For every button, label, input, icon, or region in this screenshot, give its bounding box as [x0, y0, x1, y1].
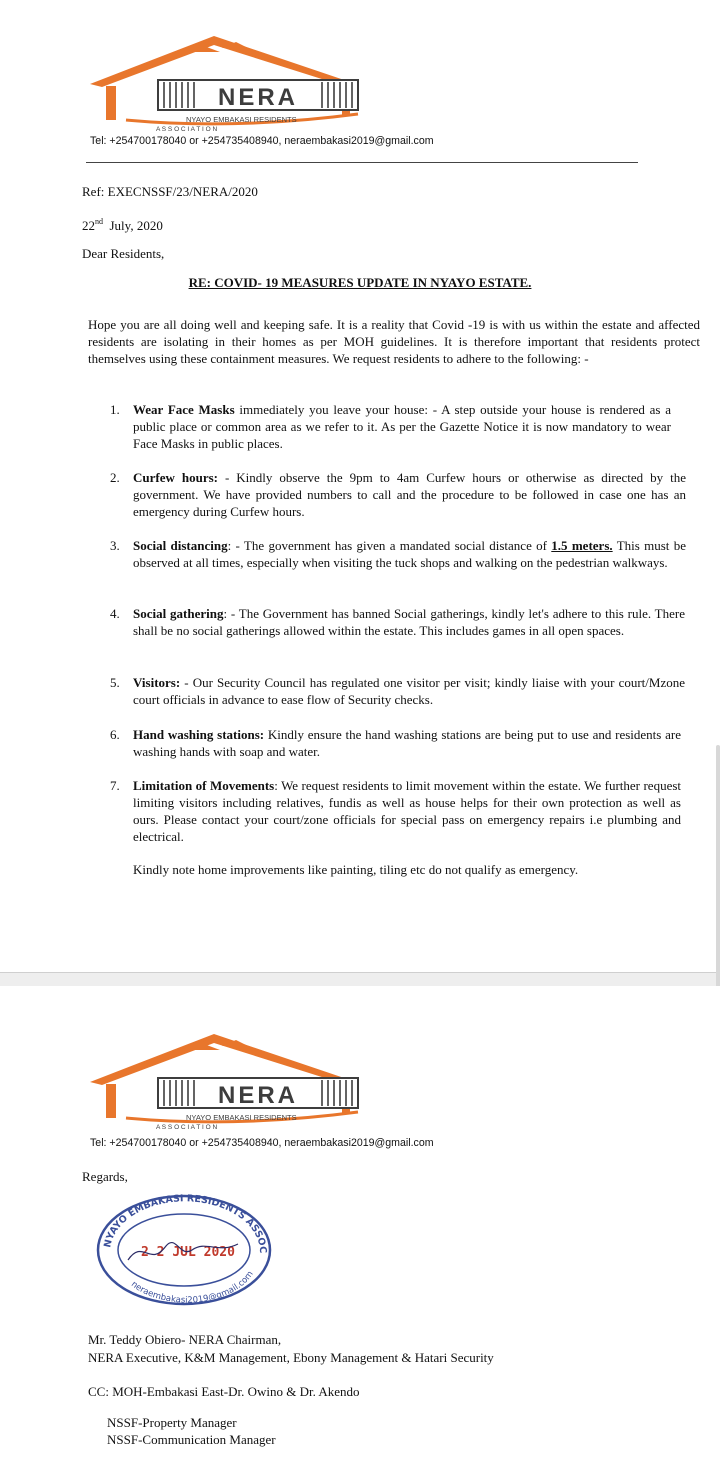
list-item-hand-washing: Hand washing stations: Kindly ensure the hand washing stations are being put to use and residents are washing hands with soap and water.	[133, 727, 681, 759]
svg-text:NYAYO EMBAKASI RESIDENTS: NYAYO EMBAKASI RESIDENTS	[186, 1113, 297, 1122]
list-item-social-gathering: Social gathering: - The Government has banned Social gatherings, kindly let's adhere to this rule. There shall be no social gatherings allowed within the estate. This includes games in all open spaces.	[133, 606, 685, 638]
header-divider	[86, 162, 638, 163]
cc-line: CC: MOH-Embakasi East-Dr. Owino & Dr. Akendo	[88, 1384, 360, 1399]
list-item-visitors: Visitors: - Our Security Council has regulated one visitor per visit; kindly liaise with your court/Mzone court officials in advance to ease flow of Security checks.	[133, 675, 685, 707]
letterhead-contact: Tel: +254700178040 or +254735408940, neraembakasi2019@gmail.com	[90, 1137, 434, 1149]
subject-line: RE: COVID- 19 MEASURES UPDATE IN NYAYO ESTATE.	[188, 275, 532, 290]
svg-text:NYAYO EMBAKASI RESIDENTS ASSOC: NYAYO EMBAKASI RESIDENTS ASSOC	[102, 1193, 269, 1254]
svg-text:NERA: NERA	[217, 84, 299, 111]
list-item-face-masks: Wear Face Masks immediately you leave your house: - A step outside your house is rendered as a public place or common area as we refer to it. As per the Gazette Notice it is now mandatory to wear Face Masks in public places.	[133, 402, 671, 451]
association-stamp	[88, 1188, 278, 1308]
svg-text:A S S O C I A T I O N: A S S O C I A T I O N	[156, 1124, 218, 1131]
item-number: 4.	[110, 606, 120, 621]
nera-logo	[86, 1032, 376, 1132]
svg-text:NYAYO EMBAKASI RESIDENTS: NYAYO EMBAKASI RESIDENTS	[186, 115, 297, 124]
signatory-name: Mr. Teddy Obiero- NERA Chairman,	[88, 1332, 282, 1347]
reference-number: Ref: EXECNSSF/23/NERA/2020	[82, 184, 258, 199]
improvements-note: Kindly note home improvements like painting, tiling etc do not qualify as emergency.	[133, 862, 579, 877]
list-item-curfew: Curfew hours: - Kindly observe the 9pm to 4am Curfew hours or otherwise as directed by the government. We have provided numbers to call and the procedure to be followed in case one has an emergency during Curfew hours.	[133, 470, 686, 519]
letterhead-contact: Tel: +254700178040 or +254735408940, neraembakasi2019@gmail.com	[90, 135, 434, 147]
nera-logo	[86, 34, 376, 134]
cc-nssf-communication: NSSF-Communication Manager	[107, 1432, 276, 1447]
intro-paragraph: Hope you are all doing well and keeping safe. It is a reality that Covid -19 is with us within the estate and affected residents are isolating in their homes as per MOH guidelines. It is therefore important that residents protect themselves using these containment measures. We request residents to adhere to the following: -	[88, 317, 700, 366]
list-item-social-distancing: Social distancing: - The government has given a mandated social distance of 1.5 meters. This must be observed at all times, especially when visiting the tuck shops and walking on the pedestrian walkways.	[133, 538, 686, 570]
item-number: 1.	[110, 402, 120, 417]
letter-date: 22nd July, 2020	[82, 217, 163, 233]
salutation: Dear Residents,	[82, 246, 165, 261]
svg-text:NERA: NERA	[217, 1082, 299, 1109]
svg-text:neraembakasi2019@gmail.com: neraembakasi2019@gmail.com	[129, 1269, 256, 1306]
item-number: 3.	[110, 538, 120, 553]
item-number: 7.	[110, 778, 120, 793]
list-item-movements: Limitation of Movements: We request residents to limit movement within the estate. We further request limiting visitors including relatives, fundis as well as house helps for their own protection as well as ours. Please contact your court/zone officials for special pass on emergency repairs i.e plumbing and electrical.	[133, 778, 682, 844]
regards: Regards,	[82, 1169, 128, 1184]
signatory-affiliations: NERA Executive, K&M Management, Ebony Management & Hatari Security	[88, 1350, 494, 1365]
svg-text:A S S O C I A T I O N: A S S O C I A T I O N	[156, 126, 218, 133]
item-number: 6.	[110, 727, 120, 742]
item-number: 2.	[110, 470, 120, 485]
item-number: 5.	[110, 675, 120, 690]
svg-text:2 2 JUL 2020: 2 2 JUL 2020	[141, 1245, 235, 1260]
cc-nssf-property: NSSF-Property Manager	[107, 1415, 237, 1430]
